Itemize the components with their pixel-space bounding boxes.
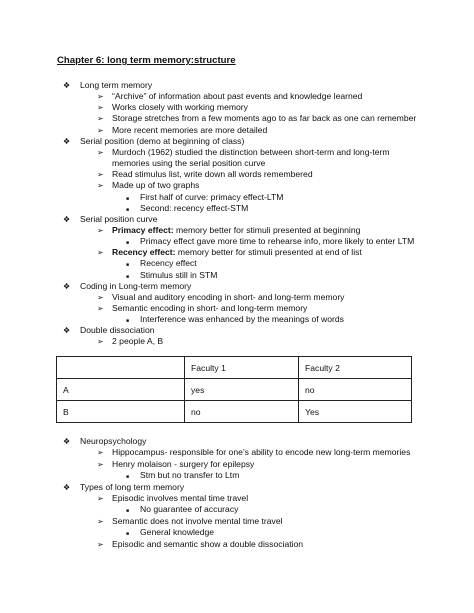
table-row <box>57 379 412 401</box>
note-line <box>97 459 254 470</box>
square-bullet-icon: ■ <box>126 474 130 481</box>
note-text: Long term memory <box>80 80 153 90</box>
diamond-bullet-icon: ❖ <box>63 136 71 146</box>
note-line <box>97 247 362 258</box>
note-bold-term: Recency effect: <box>112 247 176 258</box>
square-bullet-icon: ■ <box>126 531 130 538</box>
dissociation-table <box>56 356 412 423</box>
square-bullet-icon: ■ <box>126 508 130 515</box>
diamond-bullet-icon: ❖ <box>63 326 71 336</box>
arrow-bullet-icon: ➢ <box>97 516 104 526</box>
note-text: Episodic and semantic show a double dissociation <box>112 538 304 549</box>
square-bullet-icon: ■ <box>126 195 130 202</box>
note-text: Serial position curve <box>80 213 158 224</box>
note-text: Neuropsychology <box>80 436 147 446</box>
arrow-bullet-icon: ➢ <box>97 494 104 503</box>
note-line <box>97 447 410 458</box>
note-text: Made up of two graphs <box>112 180 200 191</box>
note-line <box>97 180 199 191</box>
note-text: No guarantee of accuracy <box>140 504 239 515</box>
note-text-rest: memory better for stimuli presented at beginning <box>173 224 361 235</box>
note-line <box>97 336 163 347</box>
note-text <box>112 247 362 257</box>
arrow-bullet-icon: ➢ <box>97 181 104 191</box>
arrow-bullet-icon: ➢ <box>97 292 104 302</box>
note-text: Murdoch (1962) studied the distinction between short-term and long-term <box>112 146 390 157</box>
note-text: Henry molaison - surgery for epilepsy <box>112 458 255 469</box>
note-text: memories using the serial position curve <box>112 158 266 169</box>
diamond-bullet-icon: ❖ <box>63 81 71 90</box>
note-line <box>63 80 152 91</box>
note-line <box>97 169 313 180</box>
note-line <box>97 147 390 158</box>
square-bullet-icon: ■ <box>126 206 130 213</box>
note-text: Interference was enhanced by the meanings of words <box>140 314 344 325</box>
note-line <box>97 225 360 236</box>
table-cell: Faculty 2 <box>299 357 412 379</box>
arrow-bullet-icon: ➢ <box>97 170 104 180</box>
note-text: Visual and auditory encoding in short- and long-term memory <box>112 291 345 302</box>
note-text: Semantic does not involve mental time travel <box>112 515 283 526</box>
note-text: Semantic encoding in short- and long-term memory <box>112 303 308 313</box>
arrow-bullet-icon: ➢ <box>97 225 104 235</box>
arrow-bullet-icon: ➢ <box>97 459 104 469</box>
arrow-bullet-icon: ➢ <box>97 147 104 157</box>
note-text: 2 people A, B <box>112 336 164 347</box>
note-text-rest: memory better for stimuli presented at end of list <box>175 247 362 258</box>
arrow-bullet-icon: ➢ <box>97 114 104 124</box>
table-cell: Yes <box>299 401 412 423</box>
note-line <box>126 270 217 281</box>
square-bullet-icon: ■ <box>126 273 130 280</box>
diamond-bullet-icon: ❖ <box>63 437 71 446</box>
note-text: Coding in Long-term memory <box>80 280 192 291</box>
note-line <box>126 314 344 325</box>
note-line <box>97 493 248 504</box>
note-line <box>97 102 248 113</box>
note-text <box>112 225 360 235</box>
arrow-bullet-icon: ➢ <box>97 103 104 113</box>
note-line <box>126 527 214 538</box>
chapter-title: Chapter 6: long term memory:structure <box>57 55 236 66</box>
arrow-bullet-icon: ➢ <box>97 304 104 313</box>
note-line <box>126 192 283 203</box>
note-line <box>126 504 238 515</box>
note-line <box>97 292 344 303</box>
note-line <box>126 203 248 214</box>
table-cell: yes <box>185 379 299 401</box>
note-line <box>63 436 146 447</box>
table-row <box>57 357 412 379</box>
arrow-bullet-icon: ➢ <box>97 92 104 102</box>
table-cell: no <box>185 401 299 423</box>
note-text: Read stimulus list, write down all words remembered <box>112 169 313 180</box>
note-line <box>63 325 155 336</box>
note-text: Stm but no transfer to Ltm <box>140 470 240 481</box>
note-text: Episodic involves mental time travel <box>112 493 249 503</box>
note-line <box>97 113 416 124</box>
square-bullet-icon: ■ <box>126 240 130 247</box>
note-line <box>63 214 157 225</box>
arrow-bullet-icon: ➢ <box>97 448 104 458</box>
note-line <box>126 258 197 269</box>
note-text: Serial position (demo at beginning of class) <box>80 135 245 146</box>
note-line <box>63 482 184 493</box>
note-text: Storage stretches from a few moments ago to as far back as one can remember <box>112 113 417 124</box>
note-text: First half of curve: primacy effect-LTM <box>140 191 284 202</box>
note-text: Double dissociation <box>80 325 155 336</box>
table-cell: no <box>299 379 412 401</box>
note-line <box>126 470 239 481</box>
note-text: Types of long term memory <box>80 481 185 492</box>
note-text: “Archive” of information about past events and knowledge learned <box>112 91 363 102</box>
note-text: Works closely with working memory <box>112 102 248 113</box>
table-row <box>57 401 412 423</box>
table-cell: B <box>57 401 185 423</box>
square-bullet-icon: ■ <box>126 262 130 269</box>
arrow-bullet-icon: ➢ <box>97 248 104 258</box>
note-line <box>97 516 283 527</box>
diamond-bullet-icon: ❖ <box>63 214 71 224</box>
note-line <box>97 303 307 314</box>
note-line <box>63 136 244 147</box>
square-bullet-icon: ■ <box>126 318 130 325</box>
note-bold-term: Primacy effect: <box>112 224 174 235</box>
diamond-bullet-icon: ❖ <box>63 482 71 492</box>
note-text: General knowledge <box>140 527 215 538</box>
note-line <box>97 91 362 102</box>
arrow-bullet-icon: ➢ <box>97 539 104 549</box>
table-cell: A <box>57 379 185 401</box>
note-line <box>97 158 265 169</box>
note-line <box>97 125 267 136</box>
note-text: Stimulus still in STM <box>140 269 218 280</box>
arrow-bullet-icon: ➢ <box>97 125 104 135</box>
note-text: Hippocampus- responsible for one’s ability to encode new long-term memories <box>112 447 411 458</box>
note-line <box>97 539 303 550</box>
note-line <box>63 281 191 292</box>
note-text: Second: recency effect-STM <box>140 202 249 213</box>
table-cell: Faculty 1 <box>185 357 299 379</box>
note-text: Recency effect <box>140 258 197 269</box>
note-text: More recent memories are more detailed <box>112 124 268 135</box>
diamond-bullet-icon: ❖ <box>63 281 71 291</box>
table-cell <box>57 357 185 379</box>
arrow-bullet-icon: ➢ <box>97 337 104 347</box>
note-text: Primacy effect gave more time to rehearse info, more likely to enter LTM <box>140 236 415 247</box>
note-line <box>126 236 414 247</box>
